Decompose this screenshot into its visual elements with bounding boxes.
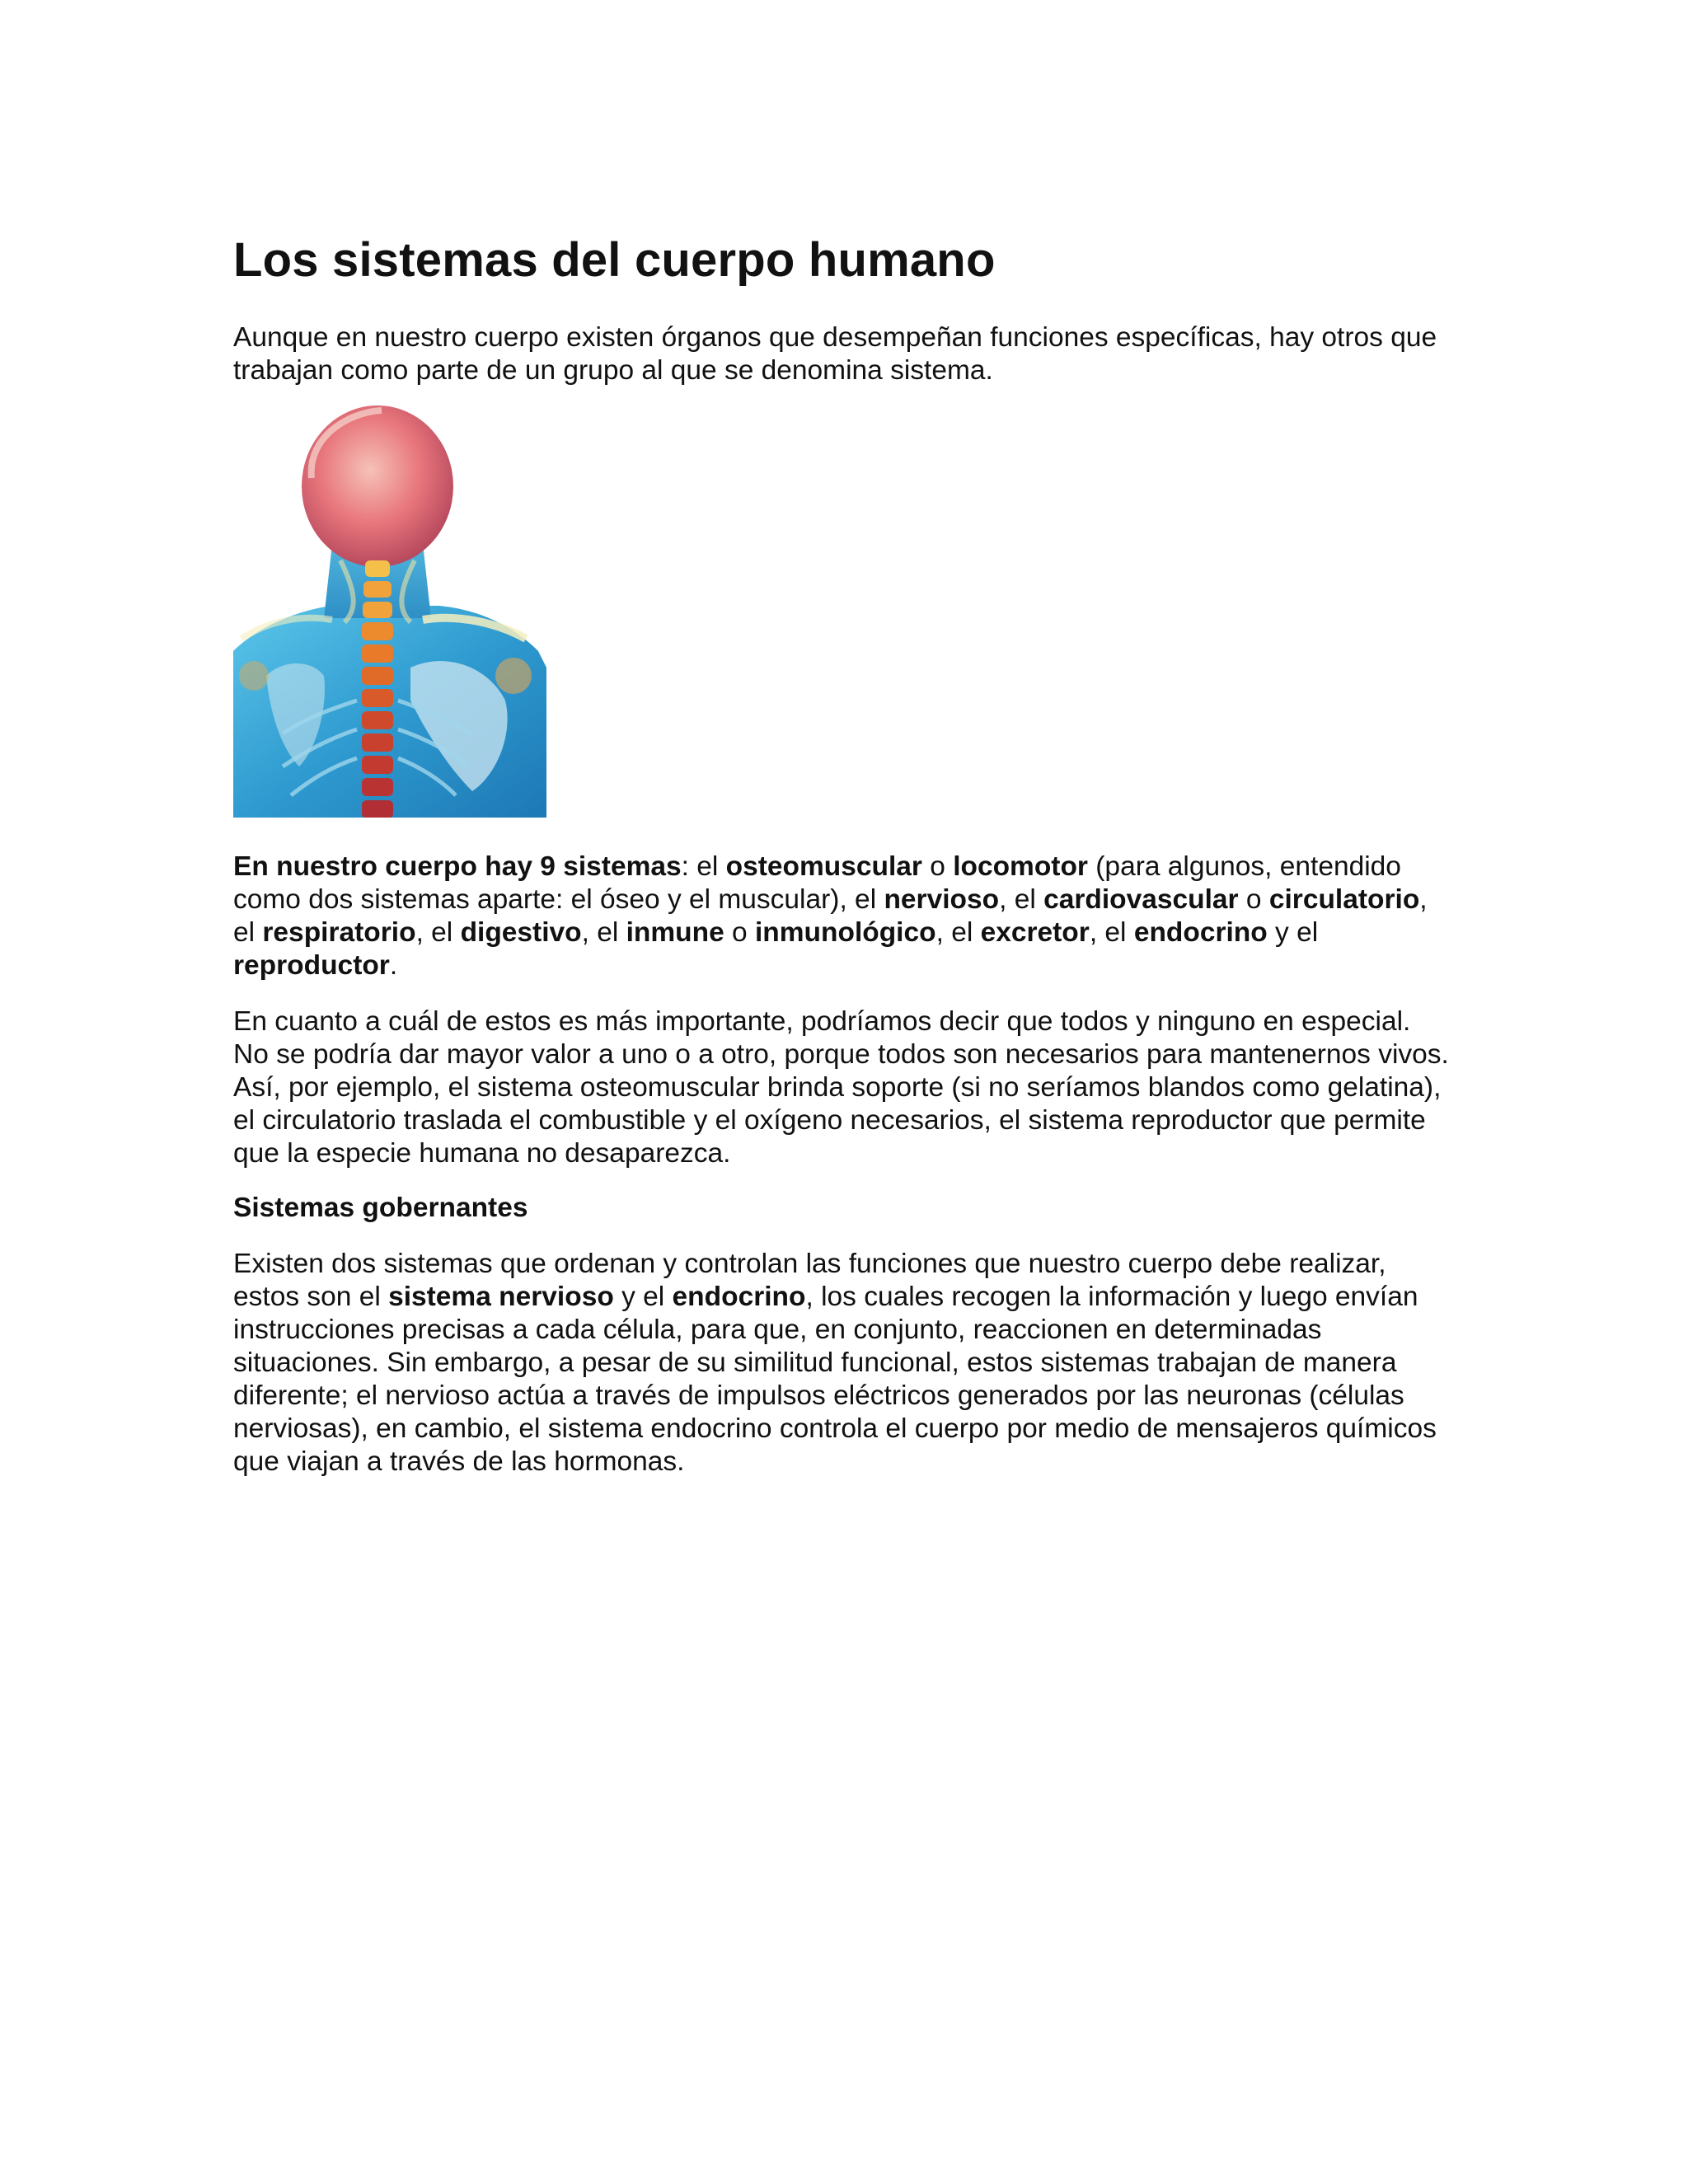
system-name: osteomuscular (725, 851, 922, 882)
section-subheading: Sistemas gobernantes (233, 1193, 528, 1223)
human-back-anatomy-illustration (233, 404, 546, 818)
text-run: , el (233, 884, 1428, 948)
importance-paragraph: En cuanto a cuál de estos es más importante, podríamos decir que todos y ninguno en especial. No se podría dar mayor valor a uno o a otro, porque todos son necesarios para mantenernos vivos. Así, por ejemplo, el sistema osteomuscular brinda soporte (si no seríamos blandos como gelatina), el circulatorio traslada el combustible y el oxígeno necesarios, el sistema reproductor que permite que la especie humana no desaparezca. (233, 1006, 1449, 1169)
text-run: , los cuales recogen la información y luego envían instrucciones precisas a cada célula, para que, en conjunto, reaccionen en determinadas situaciones. Sin embargo, a pesar de su similitud funcional, estos sistemas trabajan de manera diferente; el nervioso actúa a través de impulsos eléctricos generados por las neuronas (células nerviosas), en cambio, el sistema endocrino controla el cuerpo por medio de mensajeros químicos que viajan a través de las hormonas. (233, 1282, 1437, 1477)
text-run: , el (1089, 917, 1134, 948)
system-name: endocrino (672, 1282, 806, 1312)
systems-lead: En nuestro cuerpo hay 9 sistemas (233, 851, 682, 882)
document-page (233, 231, 1453, 1479)
system-name: inmunológico (755, 917, 936, 948)
system-name: respiratorio (262, 917, 416, 948)
system-name: cardiovascular (1043, 884, 1239, 915)
text-run: o (921, 851, 954, 882)
system-name: reproductor (233, 950, 390, 981)
text-run: , el (415, 917, 461, 948)
page-title: Los sistemas del cuerpo humano (233, 233, 996, 287)
text-run: o (724, 917, 755, 948)
text-run: : el (681, 851, 726, 882)
systems-paragraph (233, 851, 1453, 982)
text-run: , el (581, 917, 626, 948)
system-name: inmune (626, 917, 724, 948)
text-run: o (1238, 884, 1269, 915)
text-run: (para algunos, entendido como dos sistemas aparte: el óseo y el muscular), el (233, 851, 1401, 915)
text-run: , el (999, 884, 1044, 915)
text-run: . (389, 950, 398, 981)
system-name: sistema nervioso (388, 1282, 614, 1312)
text-run: y el (1267, 917, 1319, 948)
system-name: digestivo (460, 917, 582, 948)
system-name: endocrino (1133, 917, 1268, 948)
governing-systems-paragraph (233, 1248, 1453, 1479)
system-name: locomotor (953, 851, 1088, 882)
intro-paragraph: Aunque en nuestro cuerpo existen órganos que desempeñan funciones específicas, hay otros que trabajan como parte de un grupo al que se denomina sistema. (233, 322, 1437, 386)
system-name: excretor (980, 917, 1090, 948)
text-run: y el (613, 1282, 673, 1312)
text-run: Existen dos sistemas que ordenan y controlan las funciones que nuestro cuerpo debe realizar, estos son el (233, 1249, 1386, 1312)
system-name: circulatorio (1268, 884, 1420, 915)
system-name: nervioso (884, 884, 1000, 915)
text-run: , el (935, 917, 981, 948)
